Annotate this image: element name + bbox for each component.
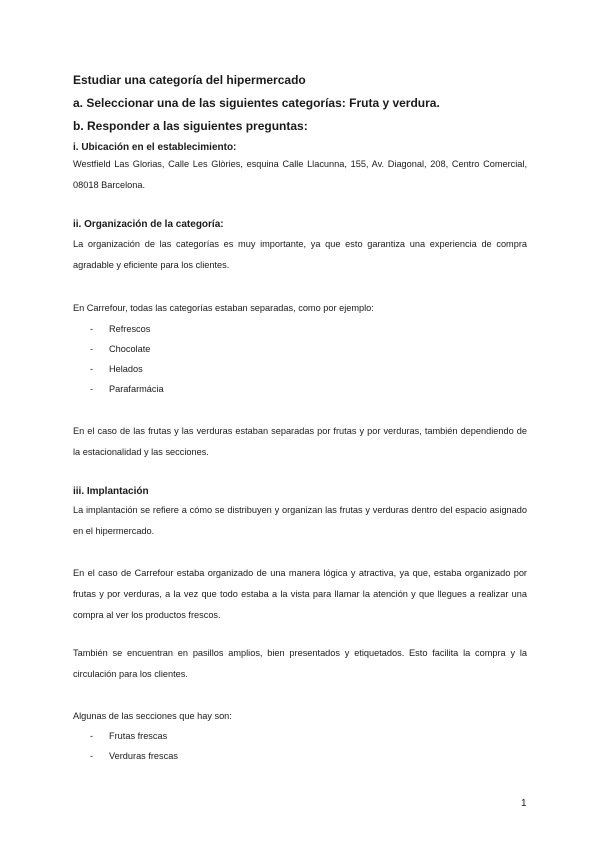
document-title: Estudiar una categoría del hipermercado	[73, 73, 306, 87]
section-ii-heading: ii. Organización de la categoría:	[73, 219, 224, 230]
section-i-address: Westfield Las Glorias, Calle Les Glòries, esquina Calle Llacunna, 155, Av. Diagonal, 208, Centro Comercial, 08018 Barcelona.	[73, 159, 527, 190]
list-item: - Chocolate	[90, 344, 151, 354]
section-ii-paragraph-1: La organización de las categorías es muy importante, ya que esto garantiza una experiencia de compra agradable y eficiente para los clientes.	[73, 239, 527, 270]
task-a-heading: a. Seleccionar una de las siguientes categorías: Fruta y verdura.	[73, 96, 440, 110]
list-item: - Parafarmácia	[90, 384, 164, 394]
section-iii-paragraph-3: También se encuentran en pasillos amplios, bien presentados y etiquetados. Esto facilita la compra y la circulación para los clientes.	[73, 648, 527, 679]
list-item: - Helados	[90, 364, 143, 374]
list-item: - Refrescos	[90, 324, 151, 334]
section-iii-intro: Algunas de las secciones que hay son:	[73, 711, 232, 721]
section-i-heading: i. Ubicación en el establecimiento:	[73, 142, 237, 153]
section-ii-paragraph-2: En el caso de las frutas y las verduras estaban separadas por frutas y por verduras, también dependiendo de la estacionalidad y las secciones.	[73, 426, 527, 457]
task-b-heading: b. Responder a las siguientes preguntas:	[73, 119, 308, 133]
section-ii-intro: En Carrefour, todas las categorías estaban separadas, como por ejemplo:	[73, 303, 374, 313]
list-item: - Frutas frescas	[90, 731, 168, 741]
section-iii-paragraph-2: En el caso de Carrefour estaba organizado de una manera lógica y atractiva, ya que, estaba organizado por frutas y por verduras, a la vez que todo estaba a la vista para llamar la atención y que llegues a realizar una compra al ver los productos frescos.	[73, 568, 527, 620]
page-number: 1	[521, 798, 527, 809]
list-item: - Verduras frescas	[90, 751, 178, 761]
section-iii-heading: iii. Implantación	[73, 486, 149, 497]
section-iii-paragraph-1: La implantación se refiere a cómo se distribuyen y organizan las frutas y verduras dentro del espacio asignado en el hipermercado.	[73, 505, 527, 536]
